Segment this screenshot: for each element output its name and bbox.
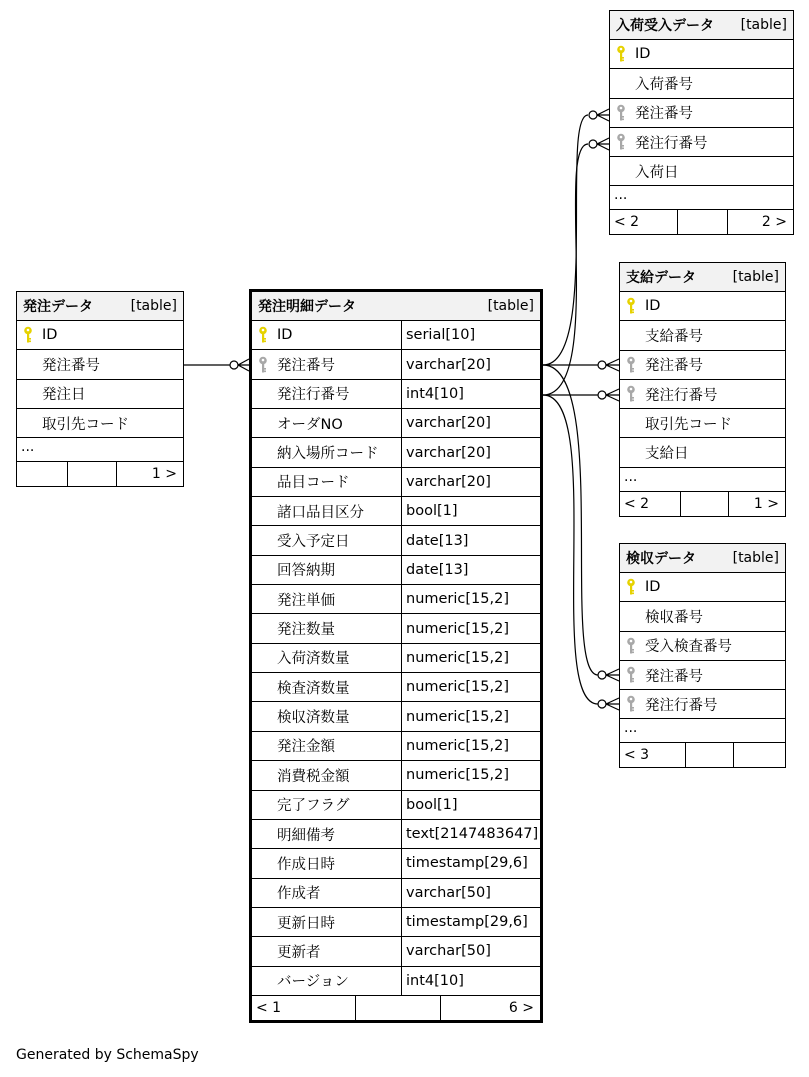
- column-name-cell: [17, 383, 183, 404]
- primary-key-icon: [258, 326, 268, 344]
- column-row[interactable]: [252, 321, 540, 350]
- column-name: 発注番号: [635, 106, 693, 123]
- column-name: 消費税金額: [277, 768, 350, 785]
- column-row[interactable]: [252, 556, 540, 585]
- column-name: 発注金額: [277, 739, 335, 756]
- relation-crowfoot: [238, 359, 249, 371]
- column-name-cell: [17, 354, 183, 375]
- foreign-key-icon: [626, 637, 636, 655]
- column-name: ID: [645, 579, 661, 596]
- column-name: 発注番号: [42, 357, 100, 374]
- column-row[interactable]: [620, 573, 785, 602]
- column-row[interactable]: [252, 614, 540, 643]
- column-name-cell: [252, 879, 402, 907]
- column-name-cell: [620, 413, 785, 434]
- column-type: numeric[15,2]: [406, 649, 509, 666]
- footer-parents[interactable]: < 2: [610, 210, 678, 234]
- foreign-key-icon: [616, 104, 626, 122]
- table-footer: [17, 462, 183, 486]
- primary-key-icon: [616, 45, 626, 63]
- column-row[interactable]: [610, 69, 793, 98]
- column-name: 完了フラグ: [277, 798, 350, 815]
- column-name-cell: [252, 409, 402, 437]
- column-name: 発注単価: [277, 592, 335, 609]
- table-tag: [table]: [487, 298, 534, 314]
- column-name-cell: [620, 579, 785, 595]
- column-row[interactable]: [252, 673, 540, 702]
- column-name: 納入場所コード: [277, 446, 379, 463]
- column-name-cell: [252, 820, 402, 848]
- column-name: ID: [42, 327, 58, 344]
- column-name: ID: [277, 327, 293, 344]
- table-header[interactable]: [252, 292, 540, 321]
- column-row[interactable]: [620, 321, 785, 350]
- column-name: 検査済数量: [277, 680, 350, 697]
- column-name: 諸口品目区分: [277, 504, 364, 521]
- column-row[interactable]: [252, 409, 540, 438]
- column-row[interactable]: [610, 128, 793, 157]
- foreign-key-icon: [616, 133, 626, 151]
- column-name: 回答納期: [277, 563, 335, 580]
- relation-meisai-nyuka-1: [543, 115, 588, 365]
- column-name: 入荷日: [635, 164, 679, 181]
- column-name-cell: [252, 321, 402, 349]
- column-name-cell: [620, 298, 785, 314]
- table-tag: [table]: [130, 298, 177, 314]
- column-type: varchar[20]: [406, 415, 491, 432]
- table-footer: [620, 492, 785, 516]
- column-name: 取引先コード: [645, 416, 732, 433]
- column-row[interactable]: [17, 409, 183, 438]
- column-name: 品目コード: [277, 475, 350, 492]
- table-name: 検収データ: [626, 551, 696, 567]
- column-name: 支給番号: [645, 328, 703, 345]
- column-type: text[2147483647]: [406, 826, 539, 843]
- column-row[interactable]: [620, 351, 785, 380]
- column-type: varchar[20]: [406, 444, 491, 461]
- table-tag: [table]: [732, 269, 779, 285]
- table-tag: [table]: [732, 550, 779, 566]
- more-columns-ellipsis: ...: [17, 438, 183, 462]
- column-name: 発注番号: [277, 358, 335, 375]
- table-footer: [620, 743, 785, 767]
- column-row[interactable]: [252, 761, 540, 790]
- table-name: 支給データ: [626, 270, 696, 286]
- column-row[interactable]: [252, 526, 540, 555]
- column-name: 入荷番号: [635, 76, 693, 93]
- column-name-cell: [252, 732, 402, 760]
- relation-meisai-nyuka-2: [543, 144, 588, 395]
- foreign-key-icon: [626, 385, 636, 403]
- footer-children[interactable]: 1 >: [151, 466, 177, 483]
- table-header[interactable]: [620, 544, 785, 573]
- column-row[interactable]: [252, 820, 540, 849]
- column-name-cell: [610, 46, 793, 62]
- column-type: numeric[15,2]: [406, 737, 509, 754]
- column-name-cell: [252, 967, 402, 995]
- table-kenshu[interactable]: [619, 543, 786, 768]
- table-name: 入荷受入データ: [616, 18, 714, 34]
- column-name-cell: [610, 132, 793, 153]
- column-row[interactable]: [252, 967, 540, 996]
- footer-rows: [678, 210, 728, 234]
- column-row[interactable]: [252, 380, 540, 409]
- column-name-cell: [252, 761, 402, 789]
- column-name-cell: [252, 702, 402, 730]
- column-name: 更新日時: [277, 915, 335, 932]
- column-type: varchar[50]: [406, 943, 491, 960]
- column-type: numeric[15,2]: [406, 708, 509, 725]
- column-name-cell: [252, 937, 402, 965]
- column-type: numeric[15,2]: [406, 620, 509, 637]
- column-name-cell: [252, 497, 402, 525]
- relation-meisai-kenshu-2: [543, 395, 598, 704]
- column-row[interactable]: [252, 644, 540, 673]
- column-row[interactable]: [252, 879, 540, 908]
- column-name-cell: [620, 606, 785, 627]
- column-row[interactable]: [620, 661, 785, 690]
- column-row[interactable]: [252, 937, 540, 966]
- table-shikyu[interactable]: [619, 262, 786, 517]
- table-footer: [610, 210, 793, 234]
- column-row[interactable]: [252, 732, 540, 761]
- column-name-cell: [252, 350, 402, 378]
- column-name: 入荷済数量: [277, 651, 350, 668]
- column-name: 発注行番号: [645, 387, 718, 404]
- column-name-cell: [252, 849, 402, 877]
- table-name: 発注明細データ: [258, 299, 356, 315]
- column-name: 作成者: [277, 886, 321, 903]
- relation-circle: [230, 361, 238, 369]
- column-name-cell: [610, 161, 793, 182]
- column-name: 受入予定日: [277, 534, 350, 551]
- column-name: 発注番号: [645, 668, 703, 685]
- column-row[interactable]: [252, 702, 540, 731]
- column-type: date[13]: [406, 561, 469, 578]
- column-name: 発注日: [42, 387, 86, 404]
- column-name: 作成日時: [277, 856, 335, 873]
- column-name: ID: [645, 298, 661, 315]
- foreign-key-icon: [626, 356, 636, 374]
- column-type: bool[1]: [406, 796, 458, 813]
- column-name-cell: [252, 614, 402, 642]
- column-name-cell: [252, 526, 402, 554]
- column-row[interactable]: [252, 468, 540, 497]
- foreign-key-icon: [258, 356, 268, 374]
- footer-rows: [686, 743, 734, 767]
- more-columns-ellipsis: ...: [610, 186, 793, 210]
- column-name-cell: [252, 585, 402, 613]
- footer-parents[interactable]: [17, 462, 68, 486]
- column-name-cell: [252, 644, 402, 672]
- footer-rows: [681, 492, 729, 516]
- column-type: numeric[15,2]: [406, 591, 509, 608]
- column-row[interactable]: [620, 380, 785, 409]
- column-name-cell: [620, 442, 785, 463]
- column-name: 支給日: [645, 446, 689, 463]
- table-hacchu[interactable]: [16, 291, 184, 487]
- column-name-cell: [620, 665, 785, 686]
- table-header[interactable]: [620, 263, 785, 292]
- column-type: timestamp[29,6]: [406, 855, 528, 872]
- column-row[interactable]: [17, 350, 183, 379]
- column-type: serial[10]: [406, 327, 476, 344]
- column-row[interactable]: [17, 321, 183, 350]
- column-name-cell: [252, 791, 402, 819]
- footer-rows: [356, 996, 441, 1020]
- column-type: numeric[15,2]: [406, 679, 509, 696]
- column-type: numeric[15,2]: [406, 767, 509, 784]
- primary-key-icon: [626, 297, 636, 315]
- footer-parents[interactable]: < 2: [620, 492, 681, 516]
- column-type: bool[1]: [406, 503, 458, 520]
- table-meisai[interactable]: [249, 289, 543, 1023]
- column-name-cell: [610, 102, 793, 123]
- column-name-cell: [620, 354, 785, 375]
- column-row[interactable]: [620, 292, 785, 321]
- column-name: 明細備考: [277, 827, 335, 844]
- column-name: 検収番号: [645, 609, 703, 626]
- column-row[interactable]: [252, 497, 540, 526]
- column-type: varchar[20]: [406, 473, 491, 490]
- column-name-cell: [17, 327, 183, 343]
- column-type: timestamp[29,6]: [406, 914, 528, 931]
- foreign-key-icon: [626, 695, 636, 713]
- column-name-cell: [610, 73, 793, 94]
- column-name-cell: [620, 635, 785, 656]
- column-name-cell: [252, 673, 402, 701]
- column-type: date[13]: [406, 532, 469, 549]
- foreign-key-icon: [626, 666, 636, 684]
- column-type: int4[10]: [406, 972, 464, 989]
- column-name-cell: [17, 413, 183, 434]
- column-row[interactable]: [620, 632, 785, 661]
- column-name: 検収済数量: [277, 710, 350, 727]
- column-row[interactable]: [620, 438, 785, 467]
- column-name: 発注行番号: [645, 697, 718, 714]
- column-name: 発注番号: [645, 358, 703, 375]
- table-header[interactable]: [610, 11, 793, 40]
- column-type: int4[10]: [406, 385, 464, 402]
- footer-children[interactable]: 6 >: [508, 999, 534, 1016]
- footer-children[interactable]: 1 >: [753, 495, 779, 512]
- footer-children[interactable]: [734, 743, 785, 767]
- column-name-cell: [252, 438, 402, 466]
- column-row[interactable]: [610, 157, 793, 186]
- table-footer: [252, 996, 540, 1020]
- table-name: 発注データ: [23, 299, 93, 315]
- column-row[interactable]: [620, 602, 785, 631]
- footer-children[interactable]: 2 >: [761, 214, 787, 231]
- column-name-cell: [620, 694, 785, 715]
- column-row[interactable]: [252, 438, 540, 467]
- primary-key-icon: [626, 578, 636, 596]
- column-row[interactable]: [252, 350, 540, 379]
- column-name-cell: [620, 384, 785, 405]
- column-name: 発注数量: [277, 622, 335, 639]
- column-name: バージョン: [277, 974, 349, 991]
- column-row[interactable]: [610, 99, 793, 128]
- relation-meisai-kenshu-1: [543, 365, 598, 675]
- column-row[interactable]: [620, 409, 785, 438]
- column-row[interactable]: [252, 849, 540, 878]
- column-name-cell: [252, 908, 402, 936]
- column-name-cell: [252, 468, 402, 496]
- column-row[interactable]: [620, 690, 785, 719]
- column-row[interactable]: [17, 380, 183, 409]
- table-header[interactable]: [17, 292, 183, 321]
- footer-parents[interactable]: < 1: [252, 996, 356, 1020]
- column-name-cell: [252, 556, 402, 584]
- column-row[interactable]: [252, 585, 540, 614]
- primary-key-icon: [23, 326, 33, 344]
- more-columns-ellipsis: ...: [620, 719, 785, 743]
- generated-by-label: Generated by SchemaSpy: [16, 1047, 199, 1063]
- column-type: varchar[50]: [406, 884, 491, 901]
- column-name-cell: [252, 380, 402, 408]
- column-row[interactable]: [252, 908, 540, 937]
- column-name: 更新者: [277, 944, 321, 961]
- column-name: オーダNO: [277, 416, 343, 433]
- column-row[interactable]: [610, 40, 793, 69]
- table-nyuka[interactable]: [609, 10, 794, 235]
- column-name: 発注行番号: [277, 387, 350, 404]
- column-name: 取引先コード: [42, 416, 129, 433]
- column-name: 発注行番号: [635, 135, 708, 152]
- footer-rows: [68, 462, 117, 486]
- column-row[interactable]: [252, 791, 540, 820]
- column-name: 受入検査番号: [645, 639, 732, 656]
- more-columns-ellipsis: ...: [620, 468, 785, 492]
- column-name: ID: [635, 46, 651, 63]
- table-tag: [table]: [740, 17, 787, 33]
- column-name-cell: [620, 325, 785, 346]
- footer-parents[interactable]: < 3: [620, 743, 686, 767]
- column-type: varchar[20]: [406, 356, 491, 373]
